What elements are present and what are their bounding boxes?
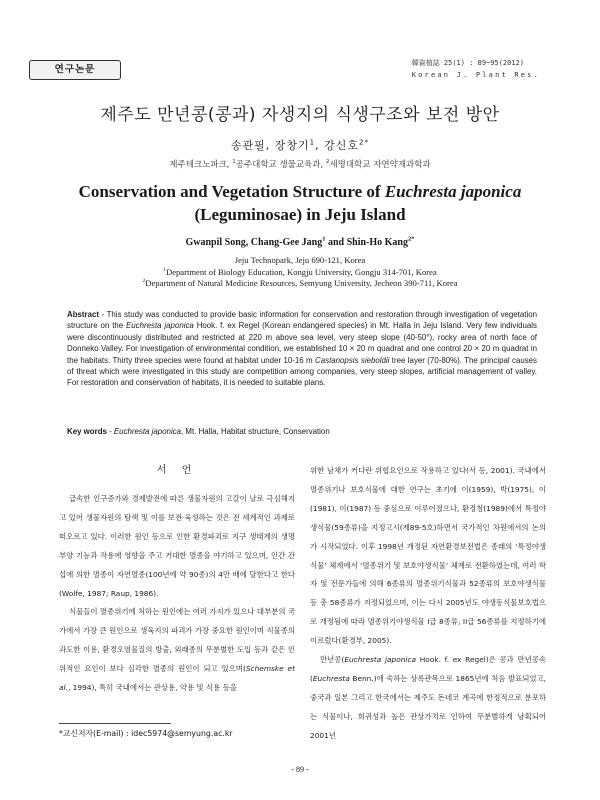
english-title-part1: Conservation and Vegetation Structure of [78,182,385,201]
page-number: - 89 - [291,765,309,774]
abstract-label: Abstract [67,310,100,319]
english-author-list-2: and Shin-Ho Kang [325,237,408,248]
korean-author-list-1: 송관필, 장창기 [230,139,310,152]
intro-paragraph-2-text-end: , 1994), 특히 국내에서는 관상용, 약용 및 식용 등을 [67,683,237,693]
english-affiliation-2 [0,278,600,290]
keywords-label: Key words [67,427,107,436]
keywords-species: Euchresta japonica [113,427,182,436]
keywords-separator: - [106,427,114,436]
genus-name: Euchresta [312,673,350,683]
affiliation-mark: 2 [325,159,330,166]
english-author-list-1: Gwanpil Song, Chang-Gee Jang [185,237,323,248]
abstract-species-2: Castanopsis sieboldii [315,355,390,365]
korean-affiliation-1: 공주대학교 생물교육과, [235,160,326,170]
english-affiliation-0: Jeju Technopark, Jeju 690-121, Korea [234,255,366,265]
intro-paragraph-2-text: 식물들이 멸종위기에 처하는 원인에는 여러 가지가 있으나 대부분의 국가에서 가장 큰 원인으로 생육지의 파괴가 가장 중요한 원인이며 식물종의 과도한 이용, 환경오염물질의 방출, 외래종의 무분별한 도입 등과 같은 인위적인 요인이 보다 심각한 멸종의 원인이 되고 있으며( [59,607,295,674]
abstract-species: Euchresta japonica [126,321,194,331]
affiliation-mark: 1 [232,159,236,166]
article-type-badge: 연구논문 [29,60,121,80]
intro-paragraph-4 [310,651,546,746]
english-title [0,180,600,226]
journal-name: Korean J. Plant Res. [411,71,540,79]
intro-paragraph-4-text-2: Hook. f. ex Regel)은 콩과 만년콩속( [310,655,546,683]
english-title-part2: (Leguminosae) in Jeju Island [194,205,406,224]
english-affiliation-1 [0,267,600,279]
english-affiliations [0,255,600,290]
intro-paragraph-2 [59,603,295,698]
abstract-text-2: Hook. f. ex Regel (Korean endangered species) in Mt. Halla in Jeju Island. Very few individuals were discontinuously distributed and restricted at 220 m above sea level, very steep slope (40-50°), rocky area of north face of Donneko Valley. For investigation of environmental condition, we established 10 × 20 m quadrat and one control 20 × 20 m quadrat in the habitats. Thirty three species were found at habitat under 10-16 m [67,321,537,365]
affiliation-mark: 1 [163,266,166,273]
korean-affiliation-0: 제주테크노파크, [169,160,233,170]
abstract-text-1: - This study was conducted to provide basic information for conservation and restoration through investigation of vegetation structure on the [67,310,537,331]
affiliation-mark: 2* [408,235,415,243]
keywords-text: , Mt. Halla, Habitat structure, Conservation [181,427,330,436]
abstract [67,309,537,389]
abstract-text-3: tree layer (70-80%). The principal causes of threat which were investigated in this study are competition among companies, very steep slopes, artificial management of valley. For restoration and conservation of habitats, it is needed to suitable plans. [67,355,538,388]
korean-title: 제주도 만년콩(콩과) 자생지의 식생구조와 보전 방안 [100,105,500,125]
english-authors [0,237,600,248]
english-affiliation-2-text: Department of Natural Medicine Resources, Semyung University, Jecheon 390-711, Korea [145,278,458,288]
korean-author-list-2: , 강신호 [315,139,360,152]
journal-citation [412,57,540,81]
corresponding-author-footnote: *교신저자(E-mail) : idec5974@semyung.ac.kr [59,729,233,738]
affiliation-mark: 2 [142,278,146,285]
left-column [59,462,295,698]
affiliation-mark: 1 [322,235,326,243]
affiliation-mark: 1 [309,137,316,147]
intro-paragraph-1: 급속한 인구증가와 경제발전에 따른 생물자원의 고갈이 날로 극심해지고 있어 생물자원의 탐색 및 이를 보전·육성하는 것은 전 세계적인 과제로 떠오르고 있다. 이러한 원인 등으로 인한 환경파괴로 지구 생태계의 생명부양 기능과 작용에 영향을 주고 거대한 멸종을 야기하고 있으며, 인간 간섭에 의한 멸종이 자연멸종(100년에 약 90종)의 4만 배에 달한다고 한다(Wolfe, 1987; Raup, 1986). [59,494,295,598]
journal-volume: 韓資植誌 25(1) : 89~95(2012) [411,59,524,67]
intro-paragraph-4-text-3: Benn.)에 속하는 상록관목으로 1865년에 처음 발표되었고, 중국과 일본 그리고 한국에서는 제주도 돈네코 계곡에 한정적으로 분포하는 식물이나, 희귀성과 높은 관상가치로 인하여 무분별하게 남획되어 2001년 [310,673,546,740]
korean-affiliation-2: 세명대학교 자연약재과학과 [329,160,431,170]
right-column [310,462,546,746]
intro-paragraph-3: 위한 남채가 커다란 위협요인으로 작용하고 있다(서 등, 2001). 국내에서 멸종위기나 보호식물에 대한 연구는 초기에 이(1959), 박(1975), 이(1981), 이(1987) 등 중심으로 이루어졌으나, 환경청(1989)에서 특정야생식물(59종류)을 지정고시(제89-5호)하면서 국가적인 차원에서의 논의가 시작되었다. 이후 1998년 개정된 자연환경보전법은 종래의 ‘특정야생식물’ 체계에서 ‘멸종위기 및 보호야생식물’ 체계로 전환하였는데, 여러 학자 및 전문가들에 의해 6종류의 멸종위기식물과 52종류의 보호야생식물 등 총 58종류가 지정되었으며, 이는 다시 2005년도 야생동식물보호법으로 개정됨에 따라 멸종위기야생식물 I급 8종류, II급 56종류를 지정하기에 이르렀다(환경부, 2005). [310,466,546,646]
intro-paragraph-4-text: 만년콩( [320,655,345,665]
species-name: Euchresta japonica [344,655,417,665]
keywords [67,427,537,436]
english-title-species: Euchresta japonica [384,182,522,201]
affiliation-mark: 2* [359,137,370,147]
english-affiliation-1-text: Department of Biology Education, Kongju University, Gongju 314-701, Korea [165,266,437,277]
section-heading-introduction: 서 언 [156,465,198,476]
citation-author: Schemske et al. [59,664,295,693]
footnote-divider [59,723,171,724]
korean-affiliations [0,158,600,170]
korean-authors [0,137,600,153]
